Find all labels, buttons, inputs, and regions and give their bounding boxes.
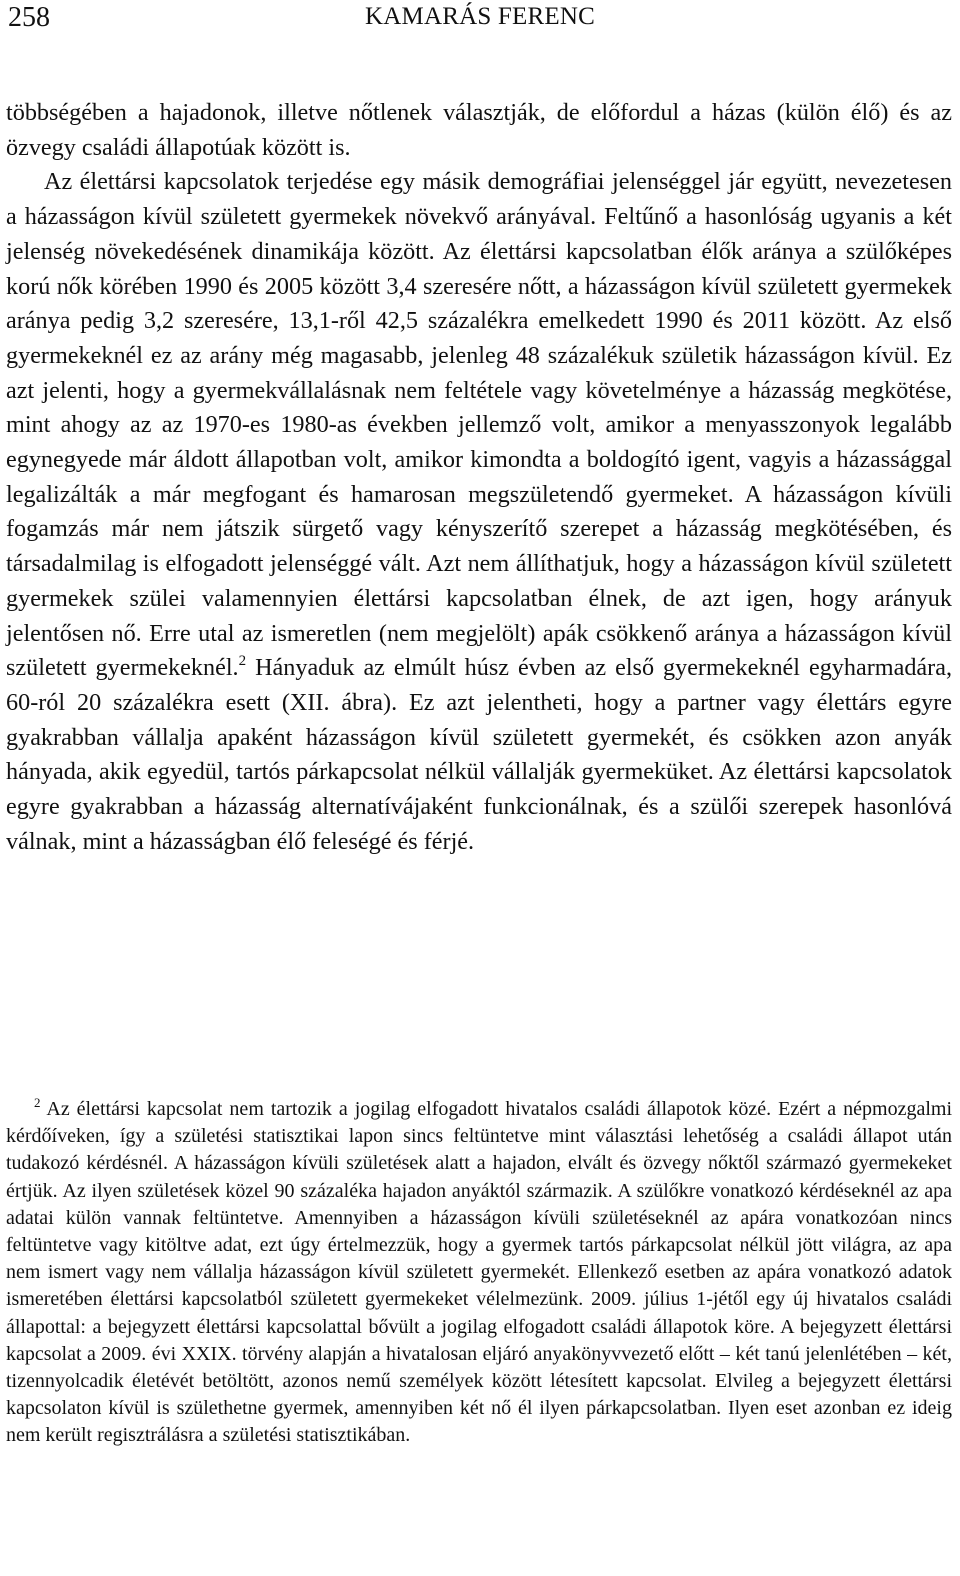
footnote-paragraph	[6, 1096, 952, 1450]
paragraph-text: Az élettársi kapcsolatok terjedése egy másik demográfiai jelenséggel jár együtt, nevezetesen a házasságon kívül született gyermekek növekvő arányával. Feltűnő a hasonlóság ugyanis a két jelenség növekedésének dinamikája között. Az élettársi kapcsolatban élők aránya a szülőképes korú nők körében 1990 és 2005 között 3,4 szeresére nőtt, a házasságon kívül született gyermekek aránya pedig 3,2 szeresére, 13,1-ről 42,5 százalékra emelkedett 1990 és 2011 között. Az első gyermekeknél ez az arány még magasabb, jelenleg 48 százalékuk születik házasságon kívül. Ez azt jelenti, hogy a gyermekvállalásnak nem feltétele vagy követelménye a házasság megkötése, mint ahogy az az 1970-es 1980-as években jellemző volt, amikor a menyasszonyok legalább egynegyede már áldott állapotban volt, amikor kimondta a boldogító igent, vagyis a házassággal legalizálták a már megfogant és hamarosan megszületendő gyermeket. A házasságon kívüli fogamzás már nem játszik sürgető vagy kényszerítő szerepet a házasság megkötésében, és társadalmilag is elfogadott jelenséggé vált. Azt nem állíthatjuk, hogy a házasságon kívül született gyermekek szülei valamennyien élettársi kapcsolatban élnek, de azt igen, hogy arányuk jelentősen nő. Erre utal az ismeretlen (nem megjelölt) apák csökkenő aránya a házasságon kívül született gyermekeknél.	[6, 168, 952, 682]
main-text	[6, 96, 952, 859]
paragraph-text-continued: Hányaduk az elmúlt húsz évben az első gyermekeknél egyharmadára, 60-ról 20 százalékra esett (XII. ábra). Ez azt jelentheti, hogy a partner vagy élettárs egyre gyakrabban vállalja apaként házasságon kívül született gyermekét, és csökken azon anyák hányada, akik egyedül, tartós párkapcsolat nélkül vállalják gyermeküket. Az élettársi kapcsolatok egyre gyakrabban a házasság alternatívájaként funkcionálnak, és a szülői szerepek hasonlóvá válnak, mint a házasságban élő feleségé és férjé.	[6, 654, 952, 855]
page-number: 258	[8, 2, 50, 33]
paragraph-continued: többségében a hajadonok, illetve nőtlenek választják, de előfordul a házas (külön élő) és az özvegy családi állapotúak között is.	[6, 99, 952, 161]
paragraph	[6, 165, 952, 859]
footnote-text: Az élettársi kapcsolat nem tartozik a jogilag elfogadott hivatalos családi állapotok közé. Ezért a népmozgalmi kérdőíveken, így a születési statisztikai lapon sincs feltüntetve mint választási lehetőség a családi állapot után tudakozó kérdésnél. A házasságon kívüli születések alatt a hajadon, elvált és özvegy nőktől származó gyermekeket értjük. Az ilyen születések közel 90 százaléka hajadon anyáktól származik. A szülőkre vonatkozó kérdéseknél az apa adatai külön vannak feltüntetve. Amennyiben a házasságon kívüli születéseknél az apára vonatkozóan nincs feltüntetve vagy kitöltve adat, ezt úgy értelmezzük, hogy a gyermek tartós párkapcsolat nélkül jött világra, az apa nem ismert vagy nem vállalja házasságon kívül született gyermekét. Ellenkező esetben az apára vonatkozó adatok ismeretében élettársi kapcsolatból született gyermekeket vélelmezünk. 2009. július 1-jétől egy új hivatalos családi állapottal: a bejegyzett élettársi kapcsolattal bővült a jogilag elfogadott családi állapotok köre. A bejegyzett élettársi kapcsolat a 2009. évi XXIX. törvény alapján a hivatalosan eljáró anyakönyvvezető előtt – két tanú jelenlétében – két, tizennyolcadik életévét betöltött, azonos nemű személyek között létesített kapcsolat. Elvileg a bejegyzett élettársi kapcsolaton kívül is születhetne gyermek, amennyiben két nő él ilyen párkapcsolatban. Ilyen eset azonban ez ideig nem került regisztrálásra a születési statisztikában.	[6, 1098, 952, 1447]
running-title: KAMARÁS FERENC	[365, 3, 595, 30]
footnote-reference[interactable]: 2	[238, 653, 247, 670]
footnote-mark: 2	[34, 1095, 41, 1110]
footnote	[6, 1096, 952, 1450]
